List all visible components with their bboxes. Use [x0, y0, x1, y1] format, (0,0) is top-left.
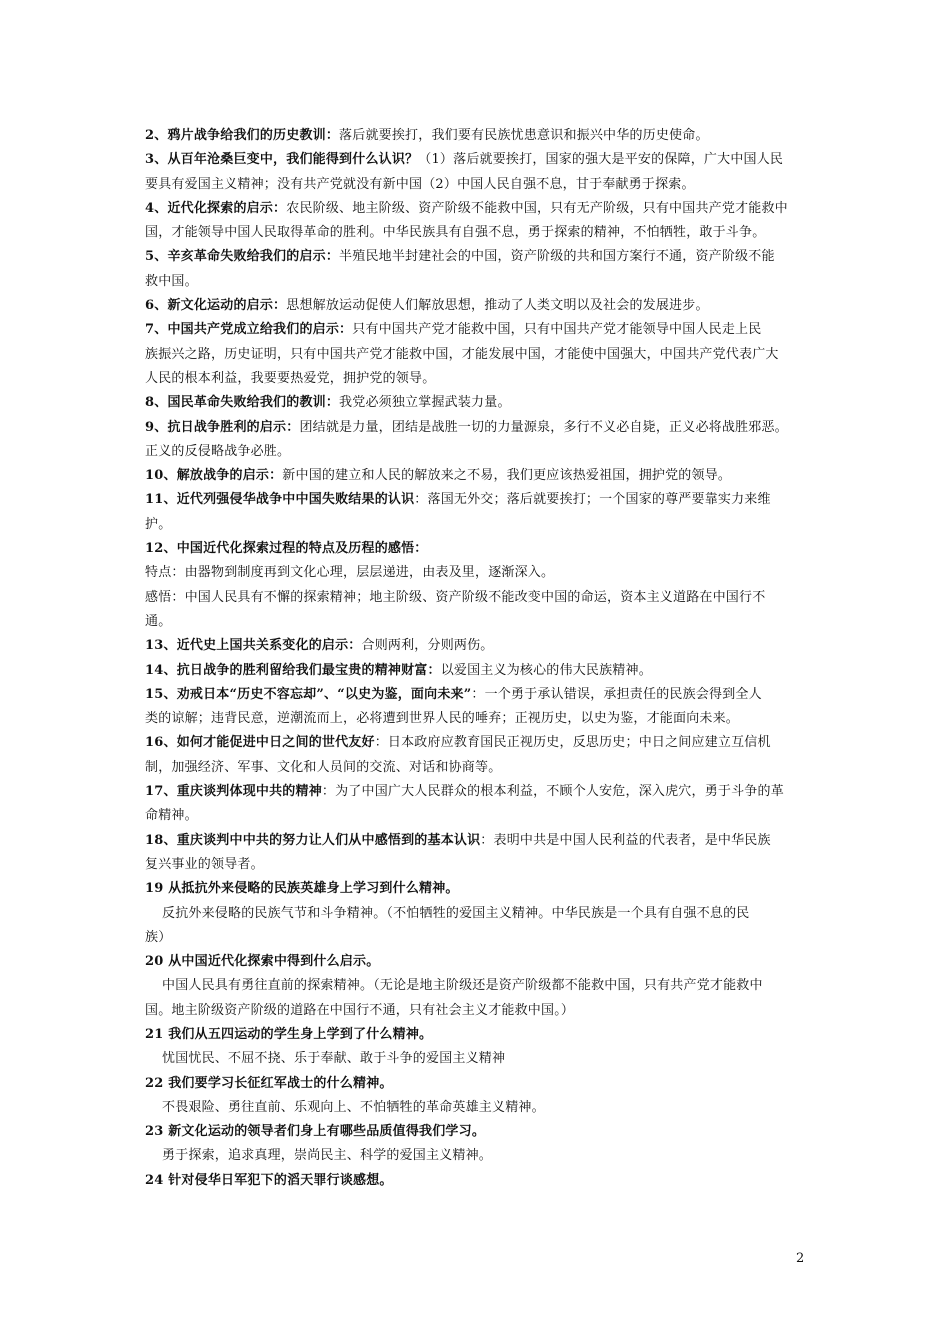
- text-line: [145, 683, 809, 707]
- text-line: [145, 440, 809, 464]
- text-line: [145, 1047, 809, 1071]
- text-line: [145, 780, 809, 804]
- text-line: [145, 974, 809, 998]
- bold-heading-text: 15、劝戒日本“历史不容忘却”、“以史为鉴，面向未来”: [145, 686, 472, 702]
- text-line: [145, 173, 809, 197]
- text-line: [145, 488, 809, 512]
- bold-heading-text: 5、辛亥革命失败给我们的启示：: [145, 249, 340, 265]
- bold-heading-text: 4、近代化探索的启示：: [145, 200, 287, 216]
- bold-heading-text: 2、鸦片战争给我们的历史教训：: [145, 128, 340, 143]
- body-text: 复兴事业的领导者。: [145, 856, 264, 872]
- body-text: 合则两利，分则两伤。: [361, 638, 494, 654]
- body-text: ：一个勇于承认错误，承担责任的民族会得到全人: [471, 686, 762, 702]
- body-text: 护。: [145, 516, 172, 532]
- bold-heading-text: 7、中国共产党成立给我们的启示：: [145, 322, 353, 338]
- text-line: [145, 148, 809, 172]
- text-line: [145, 391, 809, 415]
- body-text: 救中国。: [145, 273, 198, 289]
- bold-heading-text: 19 从抵抗外来侵略的民族英雄身上学习到什么精神。: [145, 881, 459, 897]
- bold-heading-text: 16、如何才能促进中日之间的世代友好: [145, 735, 375, 751]
- body-text: ：落国无外交；落后就要挨打；一个国家的尊严要靠实力来维: [414, 492, 771, 508]
- body-text: 不畏艰险、勇往直前、乐观向上、不怕牺牲的革命英雄主义精神。: [162, 1099, 545, 1115]
- body-text: 反抗外来侵略的民族气节和斗争精神。（不怕牺牲的爱国主义精神。中华民族是一个具有自强不息的民: [162, 905, 750, 921]
- body-text: 只有中国共产党才能救中国，只有中国共产党才能领导中国人民走上民: [352, 322, 762, 338]
- body-text: 族振兴之路，历史证明，只有中国共产党才能救中国，才能发展中国，才能使中国强大，中国共产党代表广大: [145, 346, 779, 362]
- body-text: 中国人民具有勇往直前的探索精神。（无论是地主阶级还是资产阶级都不能救中国，只有共产党才能救中: [162, 978, 763, 994]
- body-text: ：为了中国广大人民群众的根本利益，不顾个人安危，深入虎穴，勇于斗争的革: [321, 784, 784, 800]
- text-line: [145, 343, 809, 367]
- body-text: 国。地主阶级资产阶级的道路在中国行不通，只有社会主义才能救中国。）: [145, 1002, 575, 1018]
- text-line: [145, 367, 809, 391]
- text-line: [145, 950, 809, 974]
- text-line: [145, 294, 809, 318]
- body-text: 族）: [145, 929, 172, 945]
- body-text: 我党必须独立掌握武装力量。: [339, 395, 511, 411]
- bold-heading-text: 21 我们从五四运动的学生身上学到了什么精神。: [145, 1026, 433, 1042]
- text-line: [145, 707, 809, 731]
- text-line: [145, 270, 809, 294]
- text-line: [145, 1072, 809, 1096]
- body-text: 农民阶级、地主阶级、资产阶级不能救中国，只有无产阶级，只有中国共产党才能救中: [286, 200, 788, 216]
- text-line: [145, 1120, 809, 1144]
- body-text: 团结就是力量，团结是战胜一切的力量源泉，多行不义必自毙，正义必将战胜邪恶。: [299, 419, 788, 435]
- text-line: [145, 902, 809, 926]
- text-line: [145, 561, 809, 585]
- body-text: 要具有爱国主义精神；没有共产党就没有新中国（2）中国人民自强不息，甘于奉献勇于探索。: [145, 176, 695, 192]
- page-number: 2: [796, 1251, 805, 1266]
- body-text: 思想解放运动促使人们解放思想，推动了人类文明以及社会的发展进步。: [286, 298, 709, 314]
- text-line: [145, 124, 809, 148]
- body-text: 勇于探索，追求真理，崇尚民主、科学的爱国主义精神。: [162, 1148, 493, 1164]
- body-text: 半殖民地半封建社会的中国，资产阶级的共和国方案行不通，资产阶级不能: [339, 249, 775, 265]
- bold-heading-text: 3、从百年沧桑巨变中，我们能得到什么认识？: [145, 152, 419, 168]
- text-line: [145, 999, 809, 1023]
- body-text: 感悟：中国人民具有不懈的探索精神；地主阶级、资产阶级不能改变中国的命运，资本主义道路在中国行不: [145, 589, 766, 605]
- text-line: [145, 245, 809, 269]
- text-line: [145, 926, 809, 950]
- body-text: （1）落后就要挨打，国家的强大是平安的保障，广大中国人民: [418, 152, 784, 168]
- text-line: [145, 804, 809, 828]
- body-text: 人民的根本利益，我要要热爱党，拥护党的领导。: [145, 370, 436, 386]
- body-text: 命精神。: [145, 808, 198, 824]
- text-line: [145, 877, 809, 901]
- body-text: 类的谅解；违背民意，逆潮流而上，必将遭到世界人民的唾弃；正视历史，以史为鉴，才能面向未来。: [145, 711, 740, 727]
- text-line: [145, 659, 809, 683]
- bold-heading-text: 23 新文化运动的领导者们身上有哪些品质值得我们学习。: [145, 1124, 486, 1140]
- bold-heading-text: 11、近代列强侵华战争中中国失败结果的认识: [145, 492, 415, 508]
- bold-heading-text: 9、抗日战争胜利的启示：: [145, 419, 300, 435]
- text-line: [145, 513, 809, 537]
- text-line: [145, 853, 809, 877]
- body-text: 新中国的建立和人民的解放来之不易，我们更应该热爱祖国，拥护党的领导。: [282, 468, 732, 484]
- bold-heading-text: 13、近代史上国共关系变化的启示：: [145, 638, 362, 654]
- body-text: 特点：由器物到制度再到文化心理，层层递进，由表及里，逐渐深入。: [145, 565, 555, 581]
- bold-heading-text: 10、解放战争的启示：: [145, 468, 283, 484]
- body-text: 以爱国主义为核心的伟大民族精神。: [440, 662, 652, 678]
- text-line: [145, 829, 809, 853]
- text-line: [145, 537, 809, 561]
- text-line: [145, 221, 809, 245]
- bold-heading-text: 12、中国近代化探索过程的特点及历程的感悟：: [145, 541, 428, 557]
- bold-heading-text: 18、重庆谈判中中共的努力让人们从中感悟到的基本认识: [145, 832, 481, 848]
- text-line: [145, 318, 809, 342]
- text-line: [145, 610, 809, 634]
- bold-heading-text: 22 我们要学习长征红军战士的什么精神。: [145, 1075, 393, 1091]
- document-body: [145, 124, 809, 1193]
- text-line: [145, 1023, 809, 1047]
- body-text: ：表明中共是中国人民利益的代表者，是中华民族: [480, 832, 771, 848]
- text-line: [145, 634, 809, 658]
- bold-heading-text: 8、国民革命失败给我们的教训：: [145, 395, 340, 411]
- body-text: 国，才能领导中国人民取得革命的胜利。中华民族具有自强不息，勇于探索的精神，不怕牺牲，敢于斗争。: [145, 225, 766, 241]
- body-text: 制，加强经济、军事、文化和人员间的交流、对话和协商等。: [145, 759, 502, 775]
- body-text: 通。: [145, 613, 172, 629]
- text-line: [145, 416, 809, 440]
- body-text: ：日本政府应教育国民正视历史，反思历史；中日之间应建立互信机: [374, 735, 771, 751]
- bold-heading-text: 17、重庆谈判体现中共的精神: [145, 784, 322, 800]
- text-line: [145, 1169, 809, 1193]
- bold-heading-text: 24 针对侵华日军犯下的滔天罪行谈感想。: [145, 1172, 393, 1188]
- text-line: [145, 464, 809, 488]
- bold-heading-text: 20 从中国近代化探索中得到什么启示。: [145, 954, 380, 970]
- text-line: [145, 731, 809, 755]
- body-text: 落后就要挨打，我们要有民族忧患意识和振兴中华的历史使命。: [339, 128, 709, 143]
- text-line: [145, 586, 809, 610]
- body-text: 忧国忧民、不屈不挠、乐于奉献、敢于斗争的爱国主义精神: [162, 1051, 506, 1067]
- bold-heading-text: 14、抗日战争的胜利留给我们最宝贵的精神财富：: [145, 662, 441, 678]
- body-text: 正义的反侵略战争必胜。: [145, 443, 291, 459]
- text-line: [145, 1144, 809, 1168]
- text-line: [145, 756, 809, 780]
- text-line: [145, 197, 809, 221]
- bold-heading-text: 6、新文化运动的启示：: [145, 298, 287, 314]
- text-line: [145, 1096, 809, 1120]
